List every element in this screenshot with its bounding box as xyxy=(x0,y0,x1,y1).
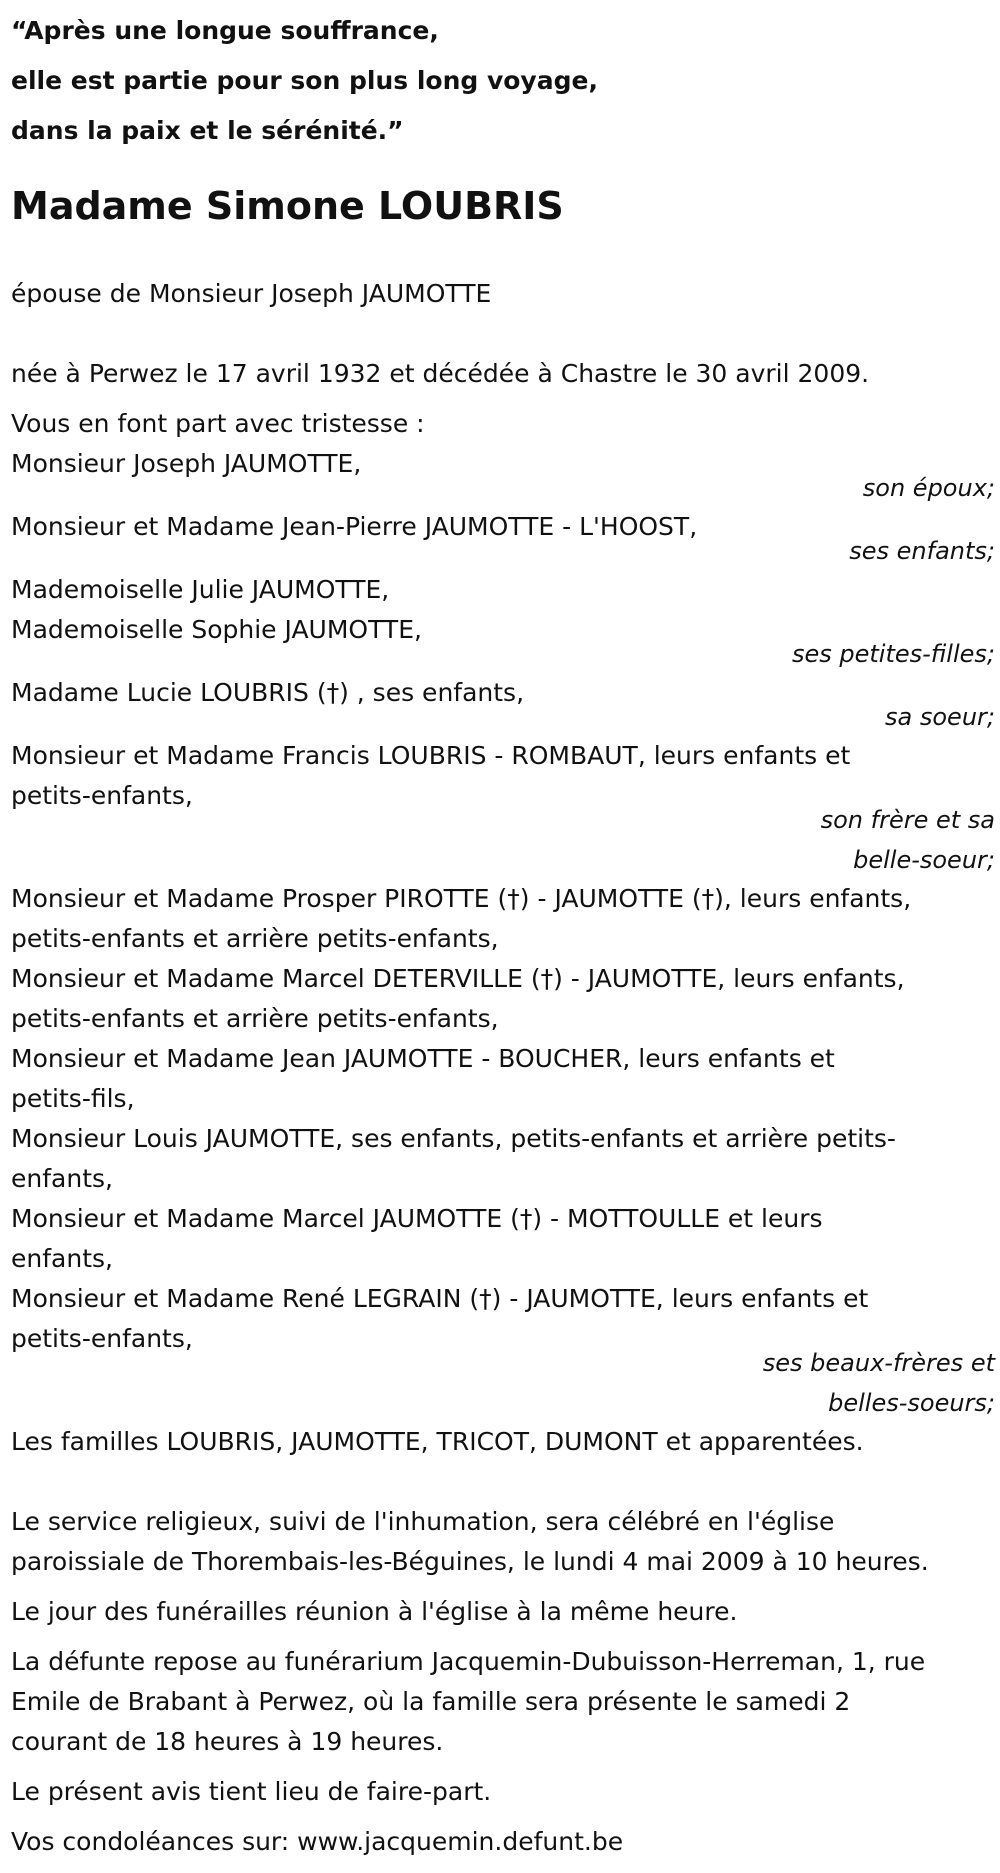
family-member: Mademoiselle Sophie JAUMOTTE, xyxy=(11,615,422,644)
relation-label: belles-soeurs; xyxy=(828,1389,995,1417)
family-member: Monsieur et Madame Marcel DETERVILLE (†) - JAUMOTTE, leurs enfants, xyxy=(11,964,905,993)
quote-line: “Après une longue souffrance, xyxy=(11,16,439,45)
rest-info: La défunte repose au funérarium Jacquemin-Dubuisson-Herreman, 1, rue xyxy=(11,1647,926,1676)
family-member: enfants, xyxy=(11,1164,113,1193)
family-member: Monsieur et Madame Francis LOUBRIS - ROMBAUT, leurs enfants et xyxy=(11,741,851,770)
family-member: Monsieur et Madame Prosper PIROTTE (†) - JAUMOTTE (†), leurs enfants, xyxy=(11,884,912,913)
family-member: Monsieur et Madame Jean-Pierre JAUMOTTE - L'HOOST, xyxy=(11,512,698,541)
relation-label: ses enfants; xyxy=(849,537,995,565)
family-member: Madame Lucie LOUBRIS (†) , ses enfants, xyxy=(11,678,525,707)
deceased-name: Madame Simone LOUBRIS xyxy=(11,184,564,228)
condolences-line: Vos condoléances sur: www.jacquemin.defunt.be xyxy=(11,1827,624,1856)
relation-label: ses beaux-frères et xyxy=(762,1349,995,1377)
relation-label: ses petites-filles; xyxy=(791,640,995,668)
spouse-line: épouse de Monsieur Joseph JAUMOTTE xyxy=(11,279,492,308)
family-member: Monsieur et Madame Marcel JAUMOTTE (†) - MOTTOULLE et leurs xyxy=(11,1204,823,1233)
family-member: petits-enfants, xyxy=(11,781,193,810)
notice-line: Le présent avis tient lieu de faire-part. xyxy=(11,1777,492,1806)
families-line: Les familles LOUBRIS, JAUMOTTE, TRICOT, DUMONT et apparentées. xyxy=(11,1427,864,1456)
family-member: petits-enfants et arrière petits-enfants, xyxy=(11,1004,499,1033)
birth-death-line: née à Perwez le 17 avril 1932 et décédée à Chastre le 30 avril 2009. xyxy=(11,359,870,388)
epigraph-quote xyxy=(11,6,991,156)
service-info: paroissiale de Thorembais-les-Béguines, le lundi 4 mai 2009 à 10 heures. xyxy=(11,1547,929,1576)
family-member: Monsieur Joseph JAUMOTTE, xyxy=(11,449,362,478)
rest-info: Emile de Brabant à Perwez, où la famille sera présente le samedi 2 xyxy=(11,1687,851,1716)
relation-label: belle-soeur; xyxy=(853,846,995,874)
rest-info: courant de 18 heures à 19 heures. xyxy=(11,1727,444,1756)
family-member: Monsieur et Madame René LEGRAIN (†) - JAUMOTTE, leurs enfants et xyxy=(11,1284,869,1313)
family-member: petits-fils, xyxy=(11,1084,135,1113)
relation-label: sa soeur; xyxy=(885,703,995,731)
quote-line: dans la paix et le sérénité.” xyxy=(11,116,404,145)
family-member: Monsieur et Madame Jean JAUMOTTE - BOUCHER, leurs enfants et xyxy=(11,1044,835,1073)
family-member: petits-enfants, xyxy=(11,1324,193,1353)
intro-line: Vous en font part avec tristesse : xyxy=(11,409,425,438)
relation-label: son époux; xyxy=(862,474,995,502)
family-member: enfants, xyxy=(11,1244,113,1273)
service-info: Le service religieux, suivi de l'inhumation, sera célébré en l'église xyxy=(11,1507,835,1536)
quote-line: elle est partie pour son plus long voyage, xyxy=(11,66,598,95)
relation-label: son frère et sa xyxy=(820,806,995,834)
family-member: Mademoiselle Julie JAUMOTTE, xyxy=(11,575,390,604)
family-member: Monsieur Louis JAUMOTTE, ses enfants, petits-enfants et arrière petits- xyxy=(11,1124,896,1153)
family-member: petits-enfants et arrière petits-enfants, xyxy=(11,924,499,953)
meeting-info: Le jour des funérailles réunion à l'église à la même heure. xyxy=(11,1597,738,1626)
